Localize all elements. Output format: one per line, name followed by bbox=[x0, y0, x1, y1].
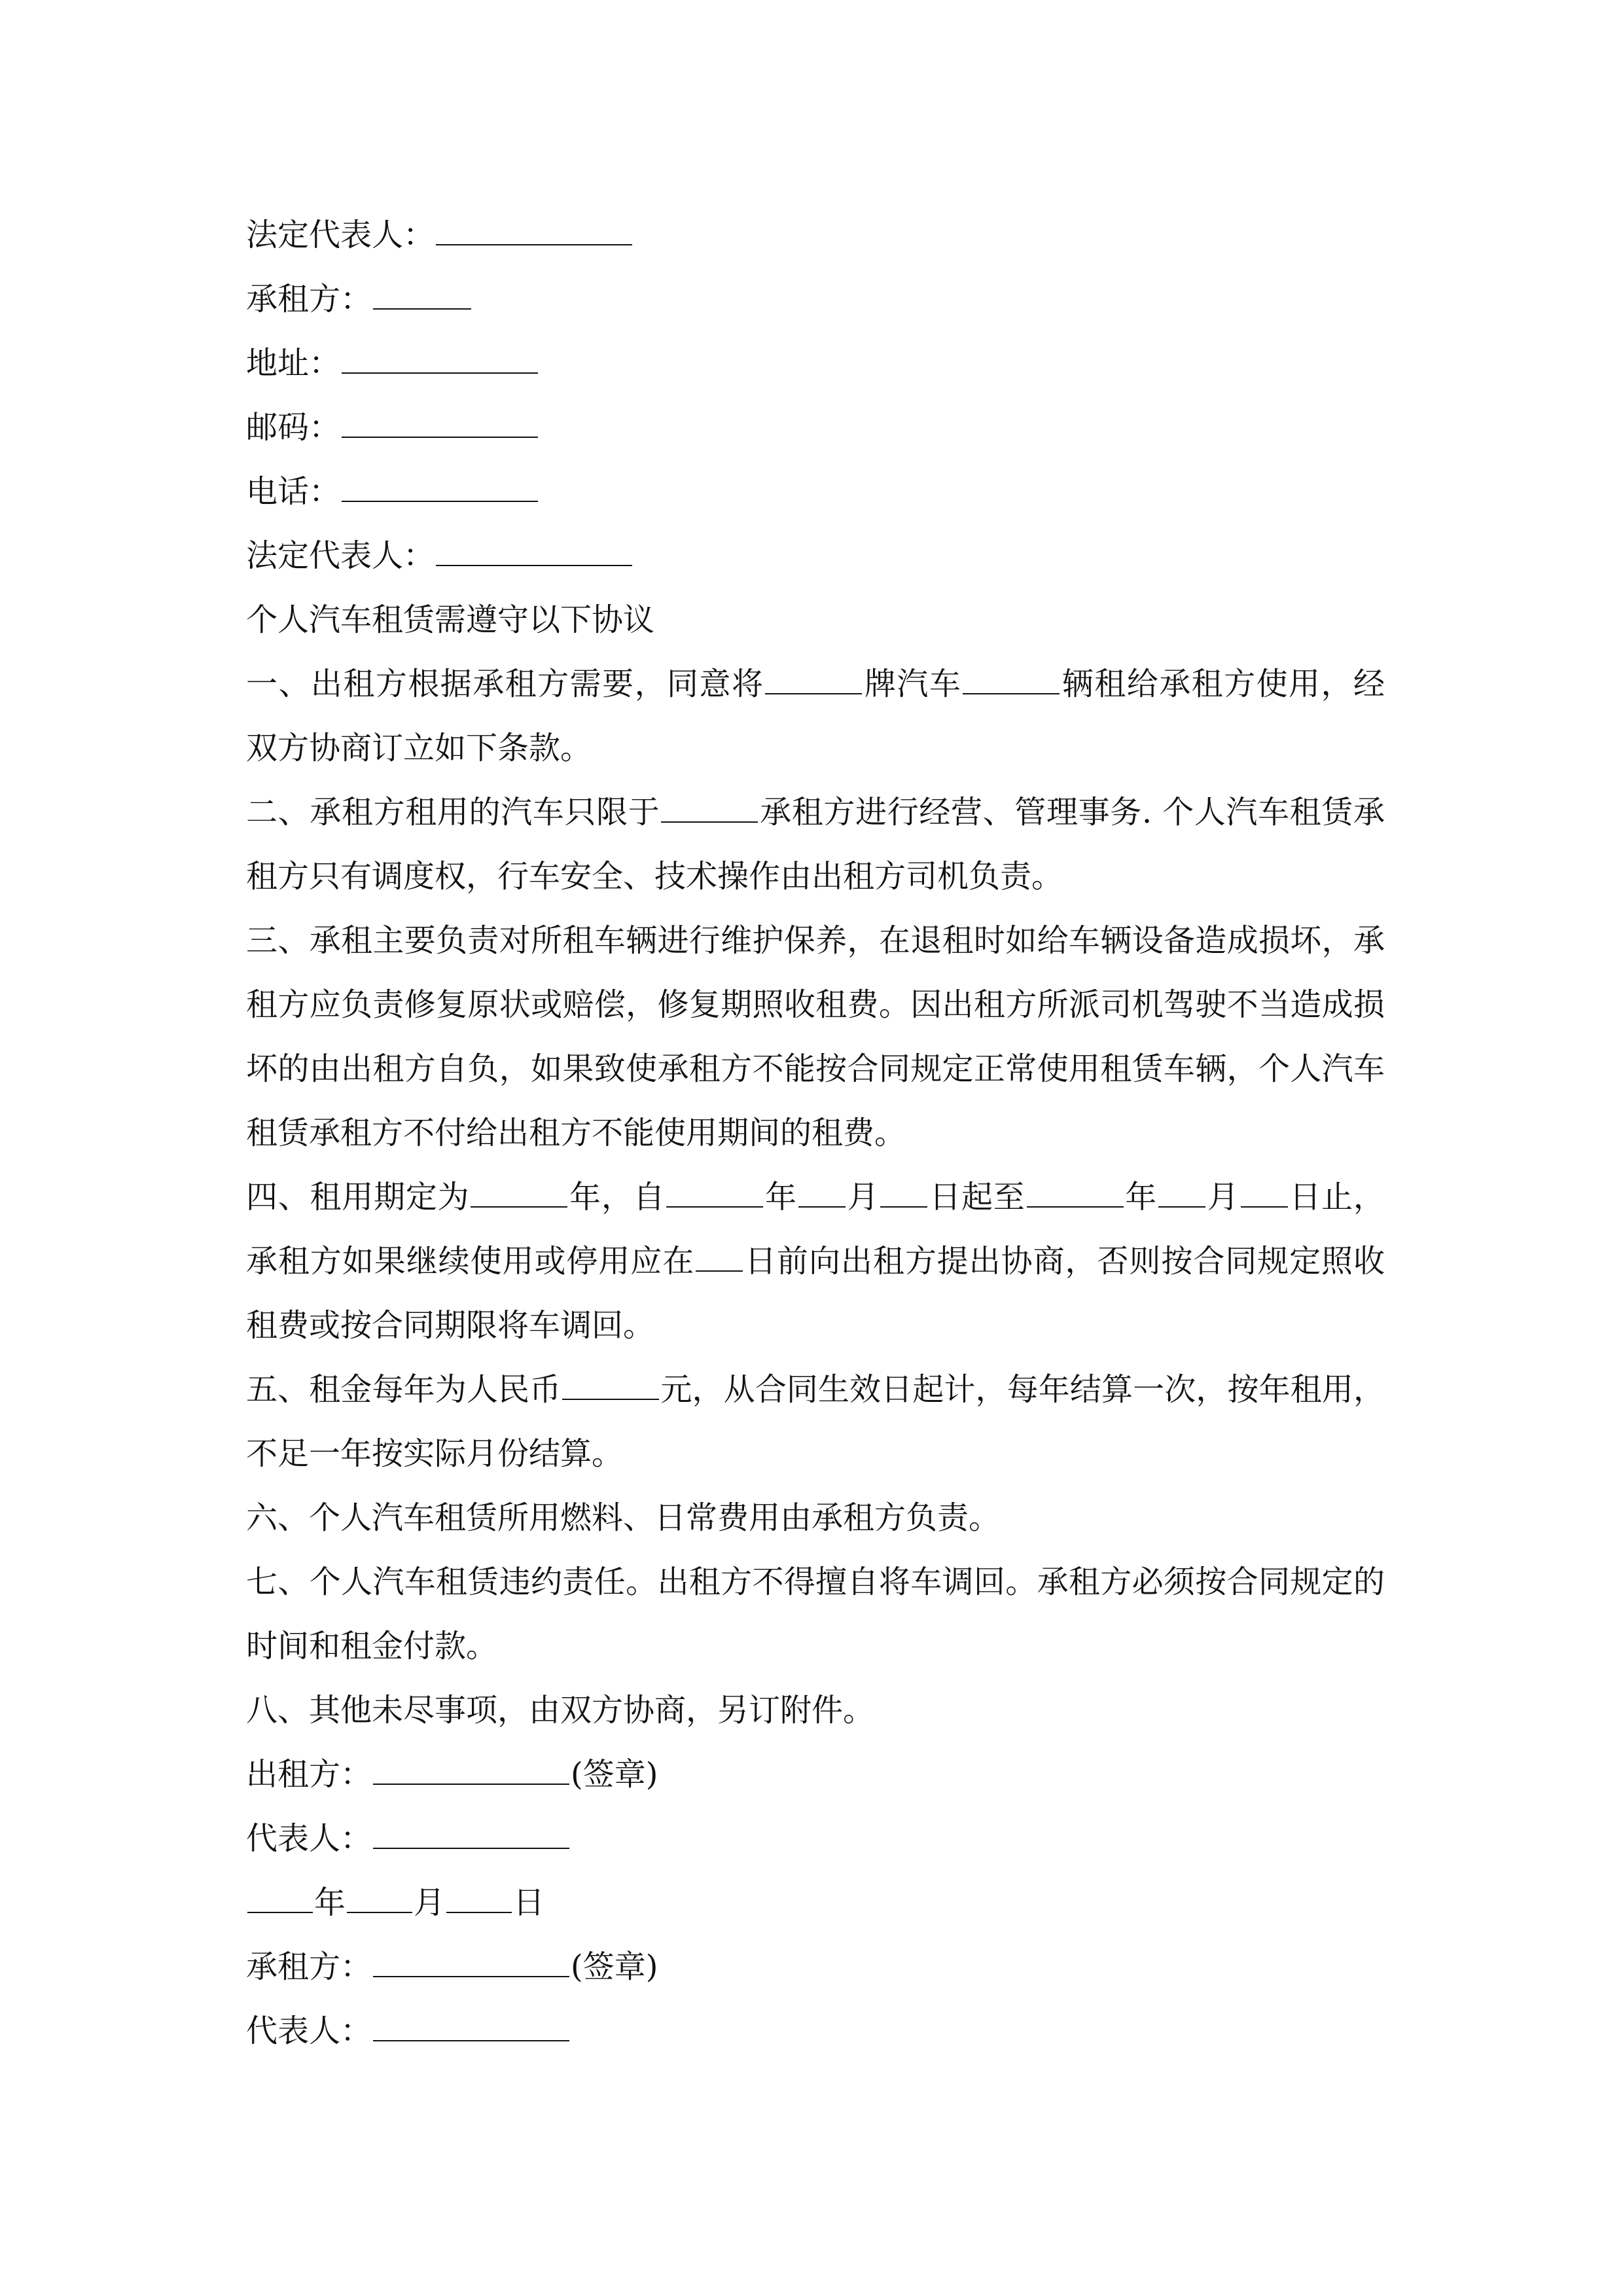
lessee-label: 承租方： bbox=[246, 281, 372, 317]
lessee-rep-signature-row bbox=[246, 1999, 1385, 2063]
contract-page bbox=[246, 203, 1385, 2063]
clause-1-text-c: 辆租给承租方使用，经双方协商订立如下条款。 bbox=[246, 666, 1385, 766]
annual-rent-blank bbox=[562, 1374, 659, 1400]
lessor-seal-text: (签章) bbox=[571, 1756, 658, 1793]
address-blank bbox=[342, 348, 538, 374]
lessee-signature-label: 承租方： bbox=[246, 1948, 372, 1985]
clause-4-text-g: 月 bbox=[1207, 1179, 1240, 1215]
intro-line: 个人汽车租赁需遵守以下协议 bbox=[246, 601, 655, 638]
end-month-blank bbox=[1158, 1181, 1205, 1208]
lessee-rep-signature-blank bbox=[373, 2015, 569, 2041]
signing-day-blank bbox=[446, 1887, 512, 1913]
clause-7: 七、个人汽车租赁违约责任。出租方不得擅自将车调回。承租方必须按合同规定的时间和租金付款。 bbox=[246, 1564, 1385, 1664]
lessee-rep-signature-label: 代表人： bbox=[246, 2013, 372, 2049]
signing-date-row bbox=[246, 1871, 1385, 1935]
lessor-rep-signature-label: 代表人： bbox=[246, 1820, 372, 1857]
lessor-rep-signature-row bbox=[246, 1806, 1385, 1871]
plate-blank bbox=[765, 668, 862, 694]
postcode-row bbox=[246, 395, 1385, 459]
lessor-representative-row bbox=[246, 203, 1385, 267]
clause-4-text-b: 年，自 bbox=[569, 1179, 666, 1215]
notice-days-blank bbox=[696, 1246, 743, 1272]
lessee-representative-blank bbox=[436, 540, 632, 566]
clause-2 bbox=[246, 780, 1385, 908]
clause-1-text-b: 牌汽车 bbox=[863, 666, 962, 702]
clause-5-text-a: 五、租金每年为人民币 bbox=[246, 1371, 562, 1408]
clause-3: 三、承租主要负责对所租车辆进行维护保养，在退租时如给车辆设备造成损坏，承租方应负责修复原状或赔偿，修复期照收租费。因出租方所派司机驾驶不当造成损坏的由出租方自负，如果致使承租方不能按合同规定正常使用租赁车辆，个人汽车租赁承租方不付给出租方不能使用期间的租费。 bbox=[246, 922, 1385, 1151]
clause-4 bbox=[246, 1165, 1385, 1357]
lessee-signature-row bbox=[246, 1935, 1385, 1999]
signing-day-label: 日 bbox=[513, 1884, 545, 1921]
vehicle-count-blank bbox=[963, 668, 1060, 694]
lessee-representative-label: 法定代表人： bbox=[246, 537, 435, 574]
clause-1 bbox=[246, 652, 1385, 780]
end-year-blank bbox=[1027, 1181, 1124, 1208]
postcode-blank bbox=[342, 412, 538, 438]
start-day-blank bbox=[880, 1181, 927, 1208]
clause-2-text-b: 承租方进行经营、管理事务. 个人汽车租赁承租方只有调度权，行车安全、技术操作由出租方司机负责。 bbox=[246, 794, 1385, 895]
lessee-representative-row bbox=[246, 524, 1385, 588]
start-month-blank bbox=[798, 1181, 846, 1208]
clause-5-text-b: 元，从合同生效日起计，每年结算一次，按年租用，不足一年按实际月份结算。 bbox=[246, 1371, 1385, 1472]
lessee-blank bbox=[373, 283, 471, 310]
signing-month-label: 月 bbox=[414, 1884, 446, 1921]
lessor-signature-label: 出租方： bbox=[246, 1756, 372, 1793]
lessee-signature-blank bbox=[373, 1951, 569, 1977]
lessee-seal-text: (签章) bbox=[571, 1948, 658, 1985]
lessee-row bbox=[246, 267, 1385, 331]
address-label: 地址： bbox=[246, 345, 341, 382]
lessor-rep-signature-blank bbox=[373, 1823, 569, 1849]
signing-year-blank bbox=[247, 1887, 313, 1913]
clause-2-text-a: 二、承租方租用的汽车只限于 bbox=[246, 794, 660, 831]
lessor-signature-blank bbox=[373, 1759, 569, 1785]
clause-4-text-a: 四、租用期定为 bbox=[246, 1179, 470, 1215]
clause-4-text-f: 年 bbox=[1124, 1179, 1158, 1215]
clause-4-text-c: 年 bbox=[764, 1179, 797, 1215]
clause-4-text-i: 日前向出租方提出协商，否则按合同规定照收租费或按合同期限将车调回。 bbox=[246, 1243, 1385, 1344]
term-years-blank bbox=[471, 1181, 567, 1208]
usage-scope-blank bbox=[661, 797, 758, 823]
signing-year-label: 年 bbox=[314, 1884, 346, 1921]
clause-5 bbox=[246, 1357, 1385, 1486]
clause-1-text-a: 一、出租方根据承租方需要，同意将 bbox=[246, 666, 764, 702]
signing-month-blank bbox=[347, 1887, 412, 1913]
lessor-signature-row bbox=[246, 1742, 1385, 1806]
start-year-blank bbox=[666, 1181, 763, 1208]
clause-6: 六、个人汽车租赁所用燃料、日常费用由承租方负责。 bbox=[246, 1499, 1001, 1536]
postcode-label: 邮码： bbox=[246, 409, 341, 446]
end-day-blank bbox=[1241, 1181, 1288, 1208]
clause-4-text-e: 日起至 bbox=[929, 1179, 1026, 1215]
clause-4-text-d: 月 bbox=[846, 1179, 880, 1215]
lessor-representative-blank bbox=[436, 219, 632, 245]
clause-4-text-h: 日止，承租方如果继续使用或停用应在 bbox=[246, 1179, 1385, 1280]
address-row bbox=[246, 331, 1385, 395]
phone-row bbox=[246, 459, 1385, 524]
clause-8: 八、其他未尽事项，由双方协商，另订附件。 bbox=[246, 1692, 875, 1729]
phone-label: 电话： bbox=[246, 473, 341, 510]
phone-blank bbox=[342, 476, 538, 502]
lessor-representative-label: 法定代表人： bbox=[246, 217, 435, 253]
